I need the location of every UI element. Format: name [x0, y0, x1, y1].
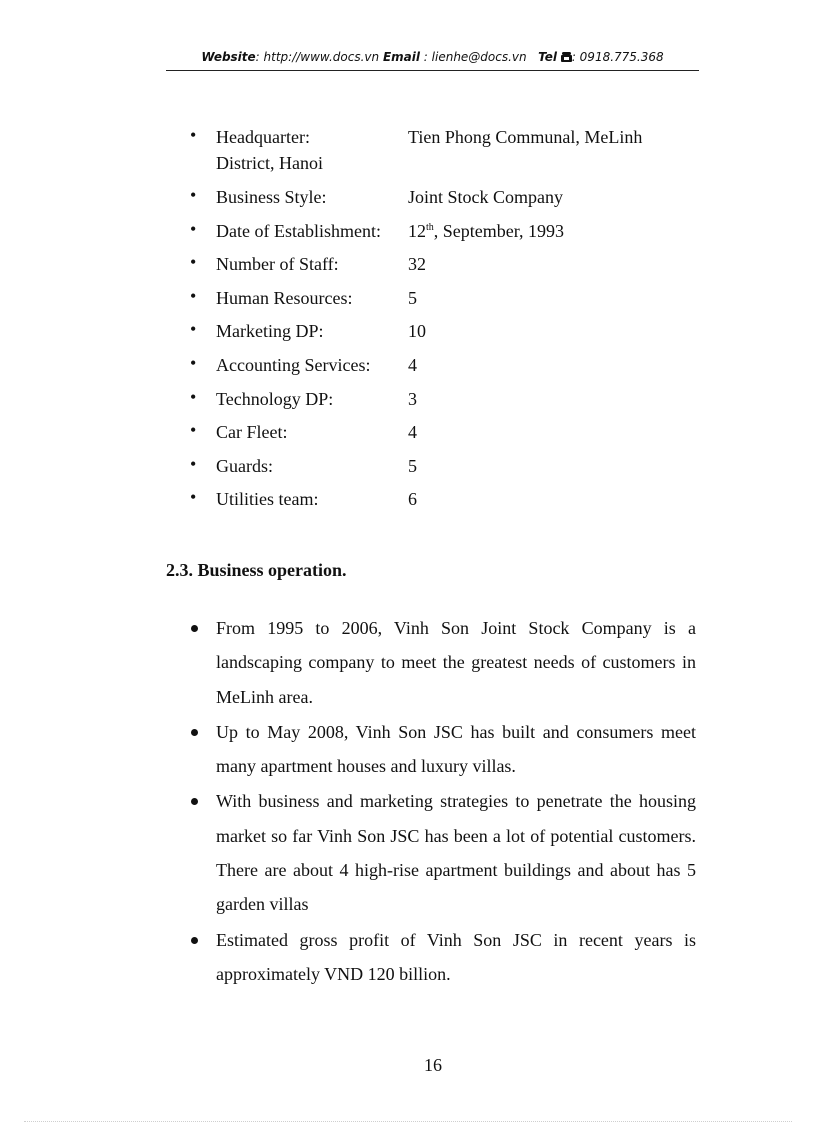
info-value: 10	[408, 321, 426, 342]
list-item	[190, 419, 710, 453]
bullet-icon: •	[190, 319, 197, 340]
list-item	[190, 285, 710, 319]
bullet-icon: •	[190, 285, 197, 306]
info-value: 6	[408, 489, 417, 510]
bullet-icon: •	[190, 453, 197, 474]
info-value: 5	[408, 287, 417, 308]
list-item	[190, 486, 710, 520]
info-label: Date of Establishment:	[216, 220, 381, 241]
paragraph-text: With business and marketing strategies to penetrate the housing market so far Vinh Son JSC has been a lot of potential customers. There are about 4 high-rise apartment buildings and about has 5 garden villas	[216, 791, 696, 915]
bullet-icon	[191, 937, 198, 944]
list-item	[190, 715, 696, 784]
date-ordinal: th	[426, 221, 434, 233]
info-value: 5	[408, 455, 417, 476]
info-value: 4	[408, 354, 417, 375]
info-label: Technology DP:	[216, 388, 334, 409]
list-item	[190, 184, 710, 218]
bullet-icon	[191, 798, 198, 805]
info-value: 32	[408, 254, 426, 275]
list-item	[190, 784, 696, 921]
bullet-icon: •	[190, 420, 197, 441]
tel-label: Tel	[538, 50, 557, 64]
info-value	[408, 218, 564, 244]
info-label: Utilities team:	[216, 489, 319, 510]
phone-icon	[561, 51, 572, 61]
list-item	[190, 124, 710, 184]
paragraph-text: Estimated gross profit of Vinh Son JSC in recent years is approximately VND 120 billion.	[216, 929, 696, 984]
email-label: Email	[382, 50, 420, 64]
bullet-icon: •	[190, 185, 197, 205]
tel-value: : 0918.775.368	[571, 50, 664, 64]
paragraph-text: Up to May 2008, Vinh Son JSC has built and consumers meet many apartment houses and luxury villas.	[216, 721, 696, 777]
bullet-icon: •	[190, 487, 197, 508]
header-divider	[166, 70, 699, 71]
date-day: 12	[408, 220, 426, 241]
footer-divider	[24, 1121, 792, 1122]
bullet-icon	[191, 625, 198, 632]
list-item	[190, 611, 696, 714]
bullet-icon	[191, 729, 198, 736]
info-label: Car Fleet:	[216, 422, 288, 443]
info-value: Joint Stock Company	[408, 187, 564, 207]
bullet-icon: •	[190, 252, 197, 273]
list-item	[190, 386, 710, 420]
info-label: Business Style:	[216, 187, 327, 207]
bullet-icon: •	[190, 352, 197, 373]
website-label: Website	[201, 50, 256, 64]
website-value: : http://www.docs.vn	[255, 50, 380, 64]
bullet-icon: •	[190, 386, 197, 407]
list-item	[190, 251, 710, 285]
info-continuation: District, Hanoi	[216, 153, 323, 173]
info-label: Marketing DP:	[216, 321, 324, 342]
info-value: 4	[408, 422, 417, 443]
list-item	[190, 923, 696, 992]
list-item	[190, 352, 710, 386]
list-item	[190, 453, 710, 487]
info-value: Tien Phong Communal, MeLinh	[408, 127, 643, 147]
list-item	[190, 318, 710, 352]
bullet-icon: •	[190, 218, 197, 239]
company-info-list	[190, 124, 710, 520]
info-label: Human Resources:	[216, 287, 353, 308]
email-value: : lienhe@docs.vn	[419, 50, 527, 64]
page-number: 16	[424, 1055, 442, 1075]
info-label: Number of Staff:	[216, 254, 339, 275]
info-label: Headquarter:	[216, 127, 310, 147]
page-header	[166, 50, 699, 70]
info-label: Accounting Services:	[216, 354, 371, 375]
section-heading: 2.3. Business operation.	[166, 560, 347, 580]
info-label: Guards:	[216, 455, 273, 476]
bullet-icon: •	[190, 125, 197, 145]
business-operations-list	[190, 611, 696, 992]
list-item	[190, 218, 710, 252]
paragraph-text: From 1995 to 2006, Vinh Son Joint Stock Company is a landscaping company to meet the greatest needs of customers in MeLinh area.	[216, 618, 696, 707]
info-value: 3	[408, 388, 417, 409]
date-rest: , September, 1993	[433, 220, 565, 241]
